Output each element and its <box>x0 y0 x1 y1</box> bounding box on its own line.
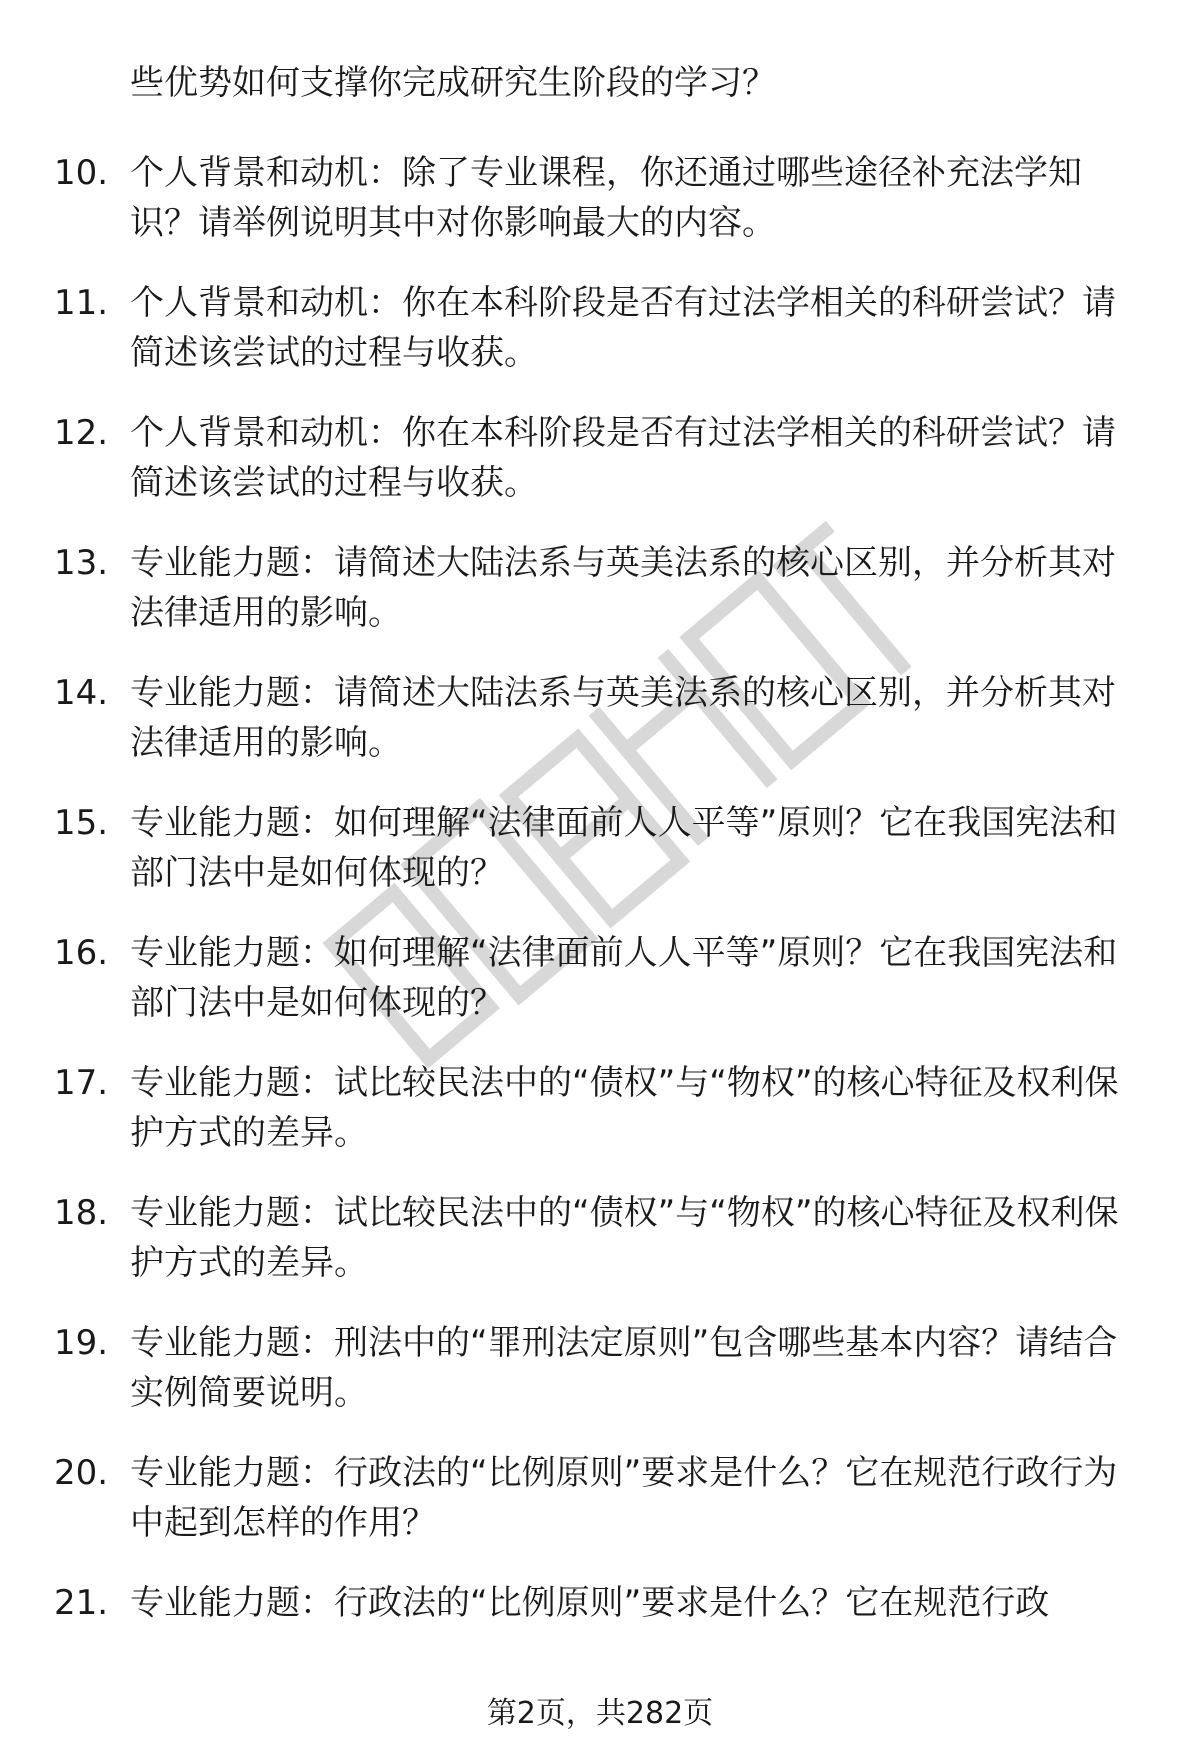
question-text: 专业能力题：行政法的“比例原则”要求是什么？它在规范行政行为中起到怎样的作用？ <box>130 1453 1118 1543</box>
list-item <box>0 278 1200 408</box>
question-text: 专业能力题：试比较民法中的“债权”与“物权”的核心特征及权利保护方式的差异。 <box>130 1063 1119 1153</box>
question-text: 专业能力题：行政法的“比例原则”要求是什么？它在规范行政 <box>130 1583 1050 1623</box>
question-number: 14. <box>54 673 109 713</box>
list-item <box>0 538 1200 668</box>
question-text: 专业能力题：如何理解“法律面前人人平等”原则？它在我国宪法和部门法中是如何体现的？ <box>130 933 1118 1023</box>
question-text: 专业能力题：试比较民法中的“债权”与“物权”的核心特征及权利保护方式的差异。 <box>130 1193 1119 1283</box>
list-item <box>0 798 1200 928</box>
question-text: 专业能力题：如何理解“法律面前人人平等”原则？它在我国宪法和部门法中是如何体现的？ <box>130 803 1118 893</box>
question-number: 15. <box>54 803 109 843</box>
continued-question-text: 些优势如何支撑你完成研究生阶段的学习？ <box>130 63 776 103</box>
question-list <box>0 148 1200 1708</box>
question-number: 20. <box>54 1453 109 1493</box>
question-number: 19. <box>54 1323 109 1363</box>
question-number: 17. <box>54 1063 109 1103</box>
question-text: 个人背景和动机：你在本科阶段是否有过法学相关的科研尝试？请简述该尝试的过程与收获。 <box>130 283 1116 373</box>
list-item <box>0 148 1200 278</box>
list-item <box>0 1058 1200 1188</box>
question-number: 18. <box>54 1193 109 1233</box>
page-footer: 第2页，共282页 <box>486 1696 714 1731</box>
question-number: 12. <box>54 413 109 453</box>
list-item <box>0 408 1200 538</box>
question-number: 13. <box>54 543 109 583</box>
question-text: 个人背景和动机：你在本科阶段是否有过法学相关的科研尝试？请简述该尝试的过程与收获。 <box>130 413 1116 503</box>
list-item <box>0 1188 1200 1318</box>
list-item <box>0 1578 1200 1708</box>
list-item <box>0 1448 1200 1578</box>
question-text: 专业能力题：刑法中的“罪刑法定原则”包含哪些基本内容？请结合实例简要说明。 <box>130 1323 1118 1413</box>
question-number: 16. <box>54 933 109 973</box>
question-text: 专业能力题：请简述大陆法系与英美法系的核心区别，并分析其对法律适用的影响。 <box>130 543 1116 633</box>
list-item <box>0 1318 1200 1448</box>
question-text: 专业能力题：请简述大陆法系与英美法系的核心区别，并分析其对法律适用的影响。 <box>130 673 1116 763</box>
question-text: 个人背景和动机：除了专业课程，你还通过哪些途径补充法学知识？请举例说明其中对你影响最大的内容。 <box>130 153 1082 243</box>
list-item <box>0 928 1200 1058</box>
question-number: 11. <box>54 283 109 323</box>
question-number: 21. <box>54 1583 109 1623</box>
list-item <box>0 668 1200 798</box>
question-number: 10. <box>54 153 109 193</box>
